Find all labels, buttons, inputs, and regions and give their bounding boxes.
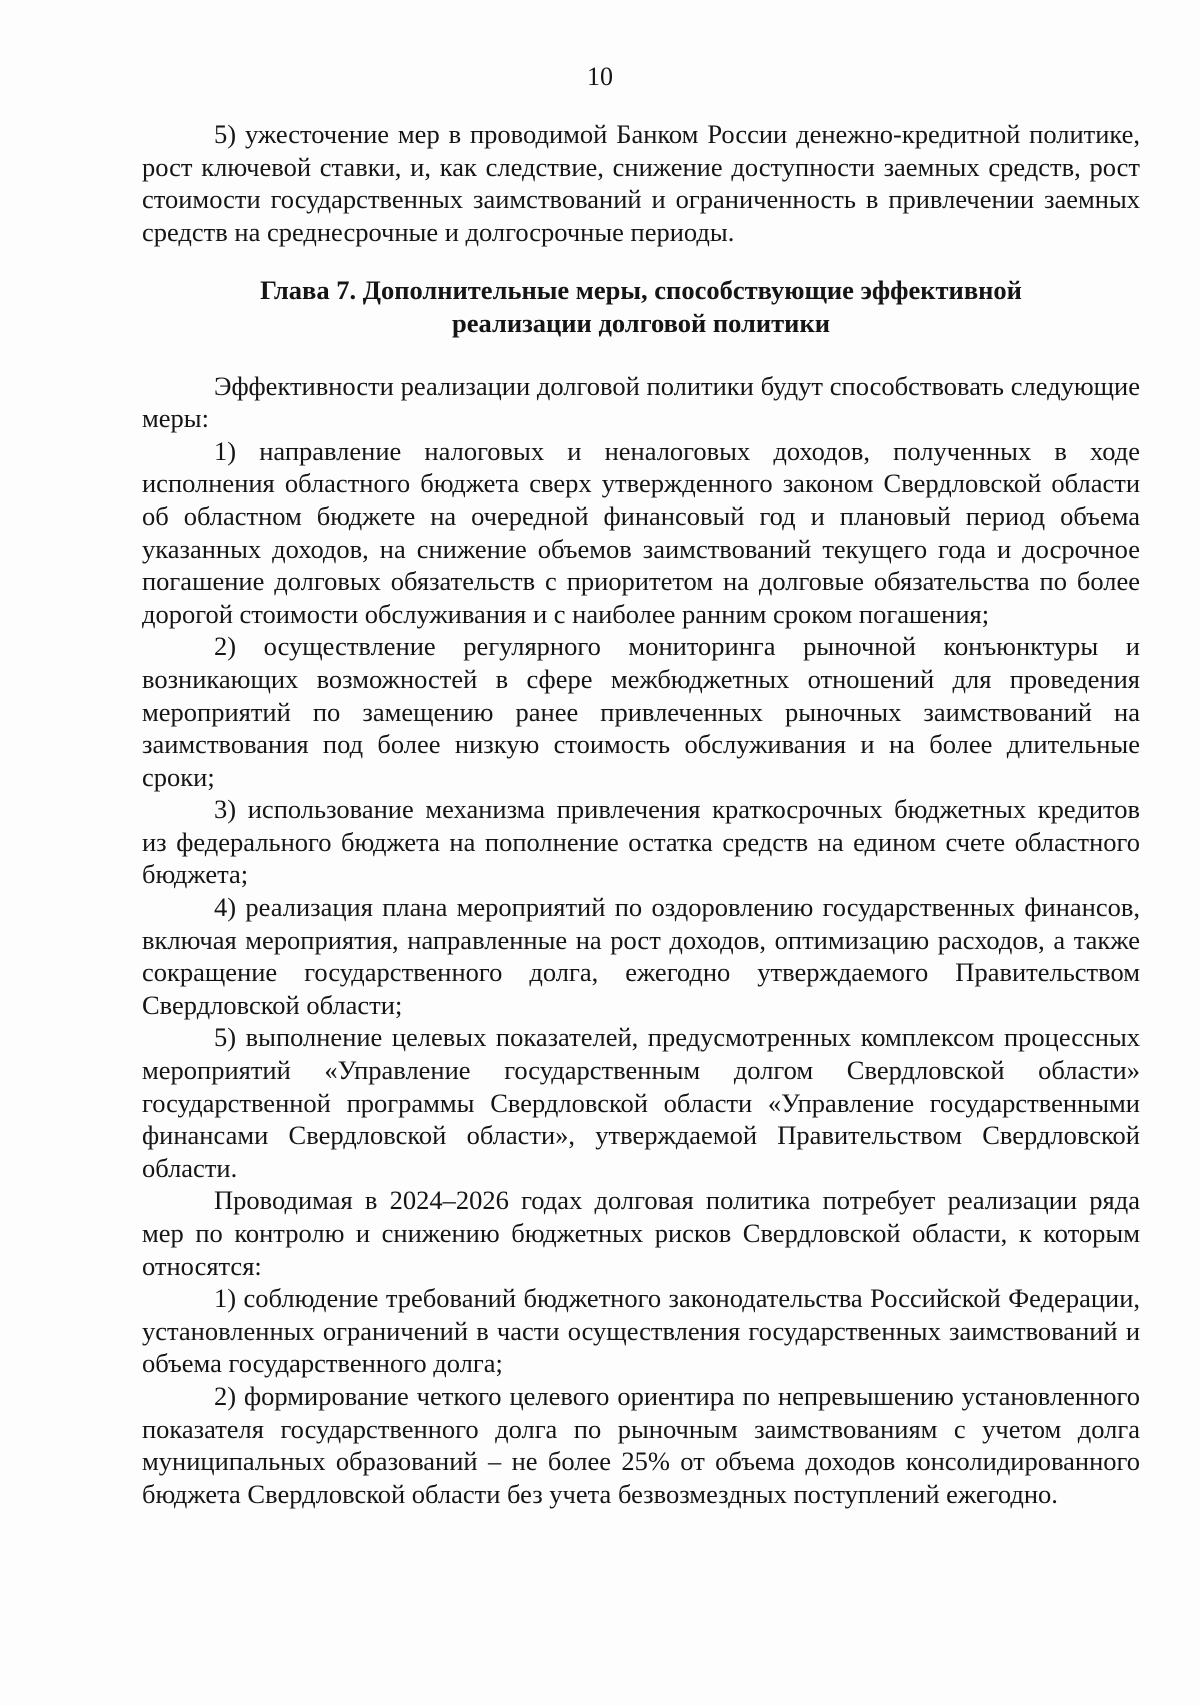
page-number: 10 <box>587 62 613 91</box>
risk-measure-item-2: 2) формирование четкого целевого ориентира по непревышению установленного показателя государственного долга по рыночным заимствованиям с учетом долга муниципальных образований – не более 25% от объема доходов консолидированного бюджета Свердловской области без учета безвозмездных поступлений ежегодно. <box>142 1380 1140 1509</box>
measure-item-5: 5) выполнение целевых показателей, предусмотренных комплексом процессных мероприятий «Управление государственным долгом Свердловской области» государственной программы Свердловской области «Управление государственными финансами Свердловской области», утверждаемой Правительством Свердловской области. <box>142 1022 1140 1183</box>
chapter-heading-line-1: Глава 7. Дополнительные меры, способствующие эффективной <box>260 275 1022 306</box>
measure-item-3: 3) использование механизма привлечения краткосрочных бюджетных кредитов из федерального бюджета на пополнение остатка средств на едином счете областного бюджета; <box>142 794 1140 890</box>
chapter-heading-line-2: реализации долговой политики <box>452 307 830 338</box>
document-body <box>142 118 1140 1510</box>
risk-measure-item-1: 1) соблюдение требований бюджетного законодательства Российской Федерации, установленных ограничений в части осуществления государственных заимствований и объема государственного долга; <box>142 1283 1140 1379</box>
intro-paragraph: 5) ужесточение мер в проводимой Банком России денежно-кредитной политике, рост ключевой ставки, и, как следствие, снижение доступности заемных средств, рост стоимости государственных заимствований и ограниченность в привлечении заемных средств на среднесрочные и долгосрочные периоды. <box>142 119 1140 247</box>
measure-item-2: 2) осуществление регулярного мониторинга рыночной конъюнктуры и возникающих возможностей в сфере межбюджетных отношений для проведения мероприятий по замещению ранее привлеченных рыночных заимствований на заимствования под более низкую стоимость обслуживания и на более длительные сроки; <box>142 631 1140 792</box>
measures-intro: Эффективности реализации долговой политики будут способствовать следующие меры: <box>142 370 1140 434</box>
risks-intro: Проводимая в 2024–2026 годах долговая политика потребует реализации ряда мер по контролю и снижению бюджетных рисков Свердловской области, к которым относятся: <box>142 1185 1140 1281</box>
chapter-heading <box>142 274 1140 339</box>
measure-item-4: 4) реализация плана мероприятий по оздоровлению государственных финансов, включая мероприятия, направленные на рост доходов, оптимизацию расходов, а также сокращение государственного долга, ежегодно утверждаемого Правительством Свердловской области; <box>142 892 1140 1020</box>
measure-item-1: 1) направление налоговых и неналоговых доходов, полученных в ходе исполнения областного бюджета сверх утвержденного законом Свердловской области об областном бюджете на очередной финансовый год и плановый период объема указанных доходов, на снижение объемов заимствований текущего года и досрочное погашение долговых обязательств с приоритетом на долговые обязательства по более дорогой стоимости обслуживания и с наиболее ранним сроком погашения; <box>142 435 1140 629</box>
